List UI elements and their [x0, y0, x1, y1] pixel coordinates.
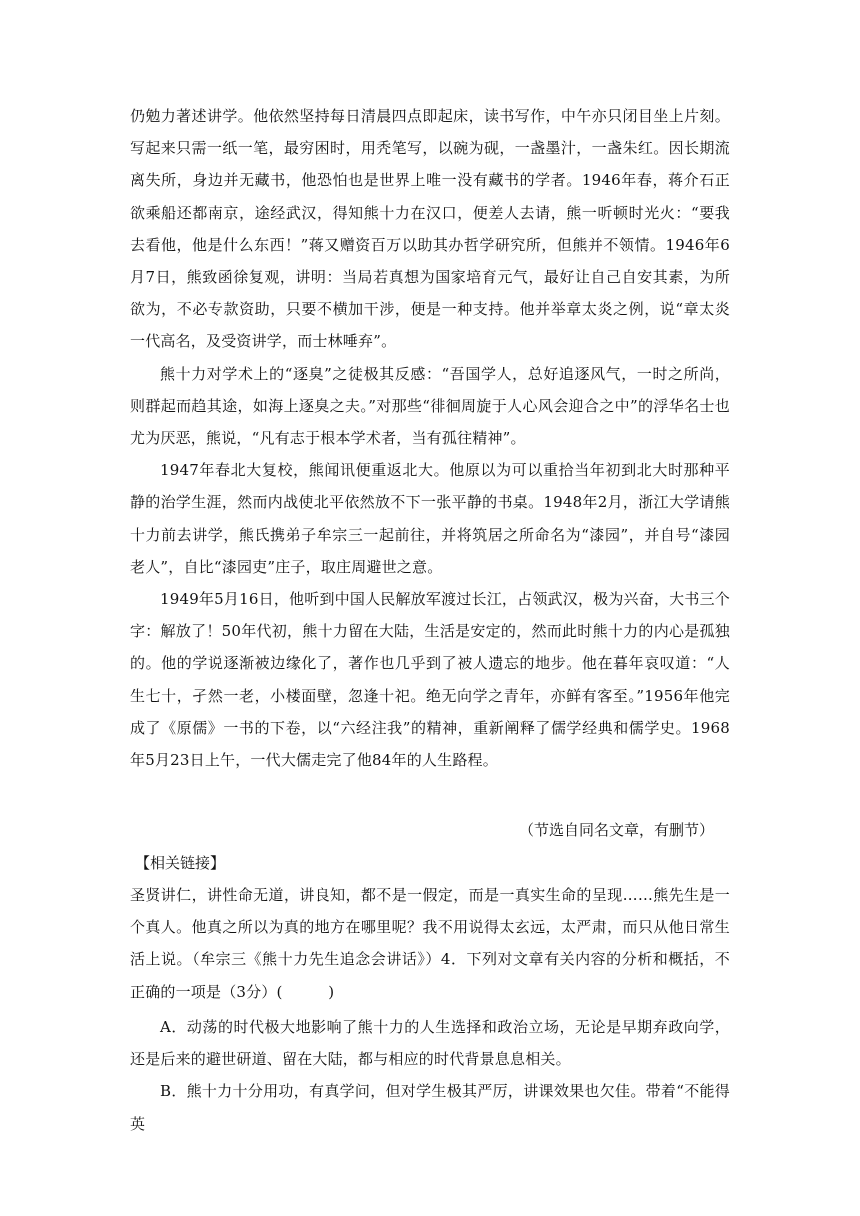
paragraph-4: 1949年5月16日，他听到中国人民解放军渡过长江，占领武汉，极为兴奋，大书三个字：解放了！50年代初，熊十力留在大陆，生活是安定的，然而此时熊十力的内心是孤独的。他的学说逐渐被边缘化了，著作也几乎到了被人遗忘的地步。他在暮年哀叹道：“人生七十，孑然一老，小楼面壁，忽逢十祀。绝无向学之青年，亦鲜有客至。”1956年他完成了《原儒》一书的下卷，以“六经注我”的精神，重新阐释了儒学经典和儒学史。1968年5月23日上午，一代大儒走完了他84年的人生路程。	[130, 590, 730, 770]
paragraph-2: 熊十力对学术上的“逐臭”之徒极其反感：“吾国学人，总好追逐风气，一时之所尚，则群起而趋其途，如海上逐臭之夫。”对那些“徘徊周旋于人心风会迎合之中”的浮华名士也尤为厌恶，熊说，“凡有志于根本学术者，当有孤往精神”。	[130, 364, 730, 448]
option-a: A．动荡的时代极大地影响了熊十力的人生选择和政治立场，无论是早期弃政向学，还是后来的避世研道、留在大陆，都与相应的时代背景息息相关。	[130, 1018, 730, 1069]
source-note: （节选自同名文章，有删节）	[518, 821, 714, 839]
paragraph-3: 1947年春北大复校，熊闻讯便重返北大。他原以为可以重拾当年初到北大时那种平静的治学生涯，然而内战使北平依然放不下一张平静的书桌。1948年2月，浙江大学请熊十力前去讲学，熊氏携弟子牟宗三一起前往，并将筑居之所命名为“漆园”，并自号“漆园老人”，自比“漆园吏”庄子，取庄周避世之意。	[130, 461, 730, 576]
article-body	[130, 100, 730, 776]
option-b: B．熊十力十分用功，有真学问，但对学生极其严厉，讲课效果也欠佳。带着“不能得英	[130, 1082, 730, 1133]
question-options	[130, 1011, 730, 1140]
related-link-body	[130, 879, 730, 1008]
related-link-heading: 【相关链接】	[135, 854, 226, 872]
related-link-text: 圣贤讲仁，讲性命无道，讲良知，都不是一假定，而是一真实生命的呈现……熊先生是一个真人。他真之所以为真的地方在哪里呢？我不用说得太玄远，太严肃，而只从他日常生活上说。（牟宗三《熊十力先生追念会讲话》）4．下列对文章有关内容的分析和概括，不正确的一项是（3分）( )	[130, 886, 730, 1001]
paragraph-1: 仍勉力著述讲学。他依然坚持每日清晨四点即起床，读书写作，中午亦只闭目坐上片刻。写起来只需一纸一笔，最穷困时，用秃笔写，以碗为砚，一盏墨汁，一盏朱红。因长期流离失所，身边并无藏书，他恐怕也是世界上唯一没有藏书的学者。1946年春，蒋介石正欲乘船还都南京，途经武汉，得知熊十力在汉口，便差人去请，熊一听顿时光火：“要我去看他，他是什么东西！”蒋又赠资百万以助其办哲学研究所，但熊并不领情。1946年6月7日，熊致函徐复观，讲明：当局若真想为国家培育元气，最好让自己自安其素，为所欲为，不必专款资助，只要不横加干涉，便是一种支持。他并举章太炎之例，说“章太炎一代高名，及受资讲学，而士林唾弃”。	[130, 107, 730, 351]
